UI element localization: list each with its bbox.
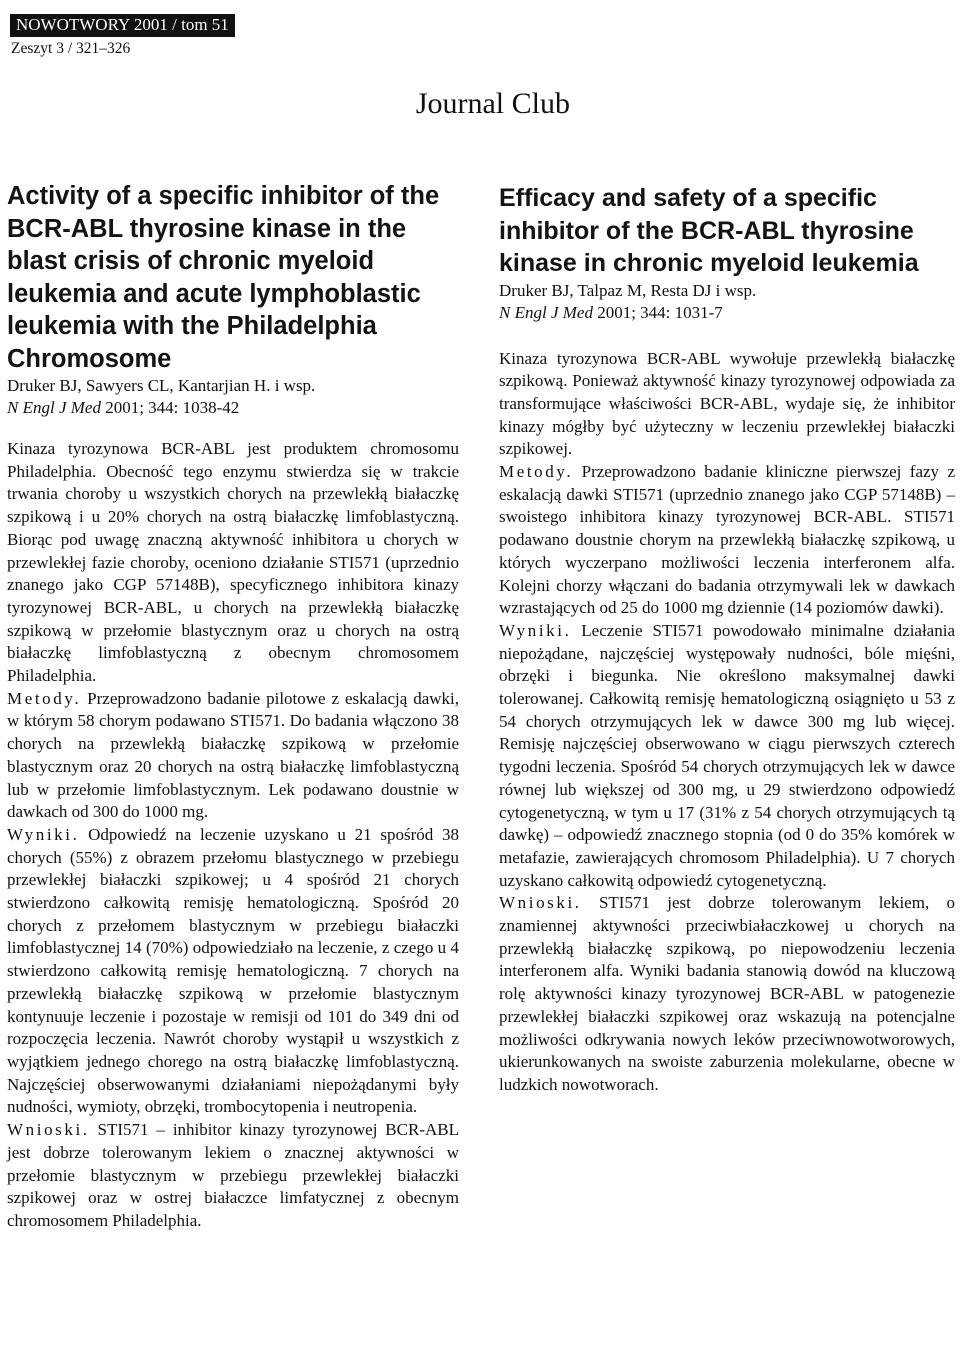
methods-label: Metody. [7, 688, 82, 708]
article-body [7, 438, 459, 1233]
article-left [7, 180, 459, 1233]
methods-text: Przeprowadzono badanie pilotowe z eskalacją dawki, w którym 58 chorym podawano STI571. Do badania włączono 38 chorych na przewlekłą białaczkę szpikową w przełomie blastycznym oraz 20 chorych na ostrą białaczkę limfoblastyczną lub w przełomie limfoblastycznym. Lek podawano doustnie w dawkach od 300 do 1000 mg. [7, 688, 459, 822]
abstract-methods [499, 461, 955, 620]
citation-details: 2001; 344: 1038-42 [100, 398, 240, 417]
results-label: Wyniki. [499, 620, 572, 640]
conclusions-text: STI571 jest dobrze tolerowanym lekiem, o znamiennej aktywności przeciwbiałaczkowej u chorych na przewlekłą białaczkę szpikową, po niepowodzeniu leczenia interferonem alfa. Wyniki badania stanowią dowód na kluczową rolę aktywności kinazy tyrozynowej BCR-ABL w patogenezie przewlekłej białaczki szpikowej oraz wskazują na potencjalne możliwości odkrywania nowych leków przeciwnowotworowych, ukierunkowanych na swoiste zaburzenia molekularne, obecne w ludzkich nowotworach. [499, 893, 955, 1094]
abstract-intro: Kinaza tyrozynowa BCR-ABL jest produktem chromosomu Philadelphia. Obecność tego enzymu stwierdza się w trakcie trwania choroby u wszystkich chorych na przewlekłą białaczkę szpikową i u 20% chorych na ostrą białaczkę limfoblastyczną. Biorąc pod uwagę znaczną aktywność inhibitora u chorych w przewlekłej fazie choroby, oceniono działanie STI571 (uprzednio znanego jako CGP 57148B), specyficznego inhibitora kinazy tyrozynowej BCR-ABL, u chorych na przewlekłą białaczkę szpikową w przełomie blastycznym oraz u chorych na ostrą białaczkę limfoblastyczną z obecnym chromosomem Philadelphia. [7, 439, 459, 686]
article-title: Activity of a specific inhibitor of the BCR-ABL thyrosine kinase in the blast crisis of chronic myeloid leukemia and acute lymphoblastic leukemia with the Philadelphia Chromosome [7, 182, 440, 373]
abstract-results [499, 620, 955, 892]
methods-text: Przeprowadzono badanie kliniczne pierwszej fazy z eskalacją dawki STI571 (uprzednio znanego jako CGP 57148B) – swoistego inhibitora kinazy tyrozynowej BCR-ABL. STI571 podawano doustnie chorym na przewlekłą białaczkę szpikową, u których wyczerpano możliwości leczenia interferonem alfa. Kolejni chorzy włączani do badania otrzymywali lek w dawkach wzrastających od 25 do 1000 mg dziennie (14 poziomów dawki). [499, 462, 955, 618]
conclusions-label: Wnioski. [499, 893, 582, 913]
journal-abbrev: N Engl J Med [7, 398, 101, 417]
abstract-methods [7, 688, 459, 824]
abstract-conclusions [7, 1119, 459, 1233]
results-text: Odpowiedź na leczenie uzyskano u 21 spośród 38 chorych (55%) z obrazem przełomu blastycznego w przebiegu przewlekłej białaczki szpikowej; u 4 spośród 21 chorych stwierdzono całkowitą remisję hematologiczną. Spośród 20 chorych z przełomem blastycznym w przebiegu białaczki limfoblastycznej 14 (70%) odpowiedziało na leczenie, z czego u 4 stwierdzono całkowitą remisję hematologiczną. 7 chorych na przewlekłą białaczkę szpikową w przełomie blastycznym kontynuuje leczenie i pozostaje w remisji od 101 do 349 dni od rozpoczęcia leczenia. Nawrót choroby wystąpił u wszystkich z wyjątkiem jednego chorego na ostrą białaczkę limfoblastyczną. Najczęściej obserwowanymi działaniami niepożądanymi były nudności, wymioty, obrzęki, trombocytopenia i neutropenia. [7, 824, 459, 1117]
issue-line: Zeszyt 3 / 321–326 [11, 40, 131, 57]
article-title: Efficacy and safety of a specific inhibitor of the BCR-ABL thyrosine kinase in chronic myeloid leukemia [499, 184, 919, 277]
section-title: Journal Club [415, 87, 570, 120]
article-right [499, 182, 955, 1097]
journal-badge: NOWOTWORY 2001 / tom 51 [10, 14, 235, 37]
article-authors: Druker BJ, Talpaz M, Resta DJ i wsp. [499, 280, 757, 300]
abstract-intro: Kinaza tyrozynowa BCR-ABL wywołuje przewlekłą białaczkę szpikową. Ponieważ aktywność kinazy tyrozynowej odpowiada za transformujące właściwości BCR-ABL, wydaje się, że inhibitor kinazy mógłby być użyteczny w leczeniu przewlekłej białaczki szpikowej. [499, 348, 955, 459]
journal-abbrev: N Engl J Med [499, 302, 593, 322]
citation-details: 2001; 344: 1031-7 [592, 302, 723, 322]
methods-label: Metody. [499, 462, 574, 482]
results-label: Wyniki. [7, 824, 80, 844]
article-citation [499, 302, 955, 324]
article-authors: Druker BJ, Sawyers CL, Kantarjian H. i wsp. [7, 376, 316, 395]
abstract-results [7, 824, 459, 1119]
abstract-conclusions [499, 892, 955, 1096]
conclusions-text: STI571 – inhibitor kinazy tyrozynowej BCR-ABL jest dobrze tolerowanym lekiem o znacznej aktywności w przełomie blastycznym w przebiegu przewlekłej białaczki szpikowej oraz w ostrej białaczce limfatycznej z obecnym chromosomem Philadelphia. [7, 1120, 459, 1230]
results-text: Leczenie STI571 powodowało minimalne działania niepożądane, najczęściej występowały nudności, bóle mięśni, obrzęki i biegunka. Nie określono maksymalnej dawki tolerowanej. Całkowitą remisję hematologiczną osiągnięto u 53 z 54 chorych otrzymujących lek w dawce 300 mg lub więcej. Remisję najczęściej obserwowano w ciągu pierwszych czterech tygodni leczenia. Spośród 54 chorych otrzymujących lek w dawce równej lub większej od 300 mg, u 29 stwierdzono odpowiedź cytogenetyczną, w tym u 17 (31% z 54 chorych otrzymujących tą dawkę) – odpowiedź znacznego stopnia (od 0 do 35% komórek w metafazie, zawierających chromosom Philadelphia). U 7 chorych uzyskano całkowitą odpowiedź cytogenetyczną. [499, 620, 955, 890]
article-body [499, 348, 955, 1097]
article-citation [7, 397, 459, 419]
conclusions-label: Wnioski. [7, 1120, 90, 1140]
